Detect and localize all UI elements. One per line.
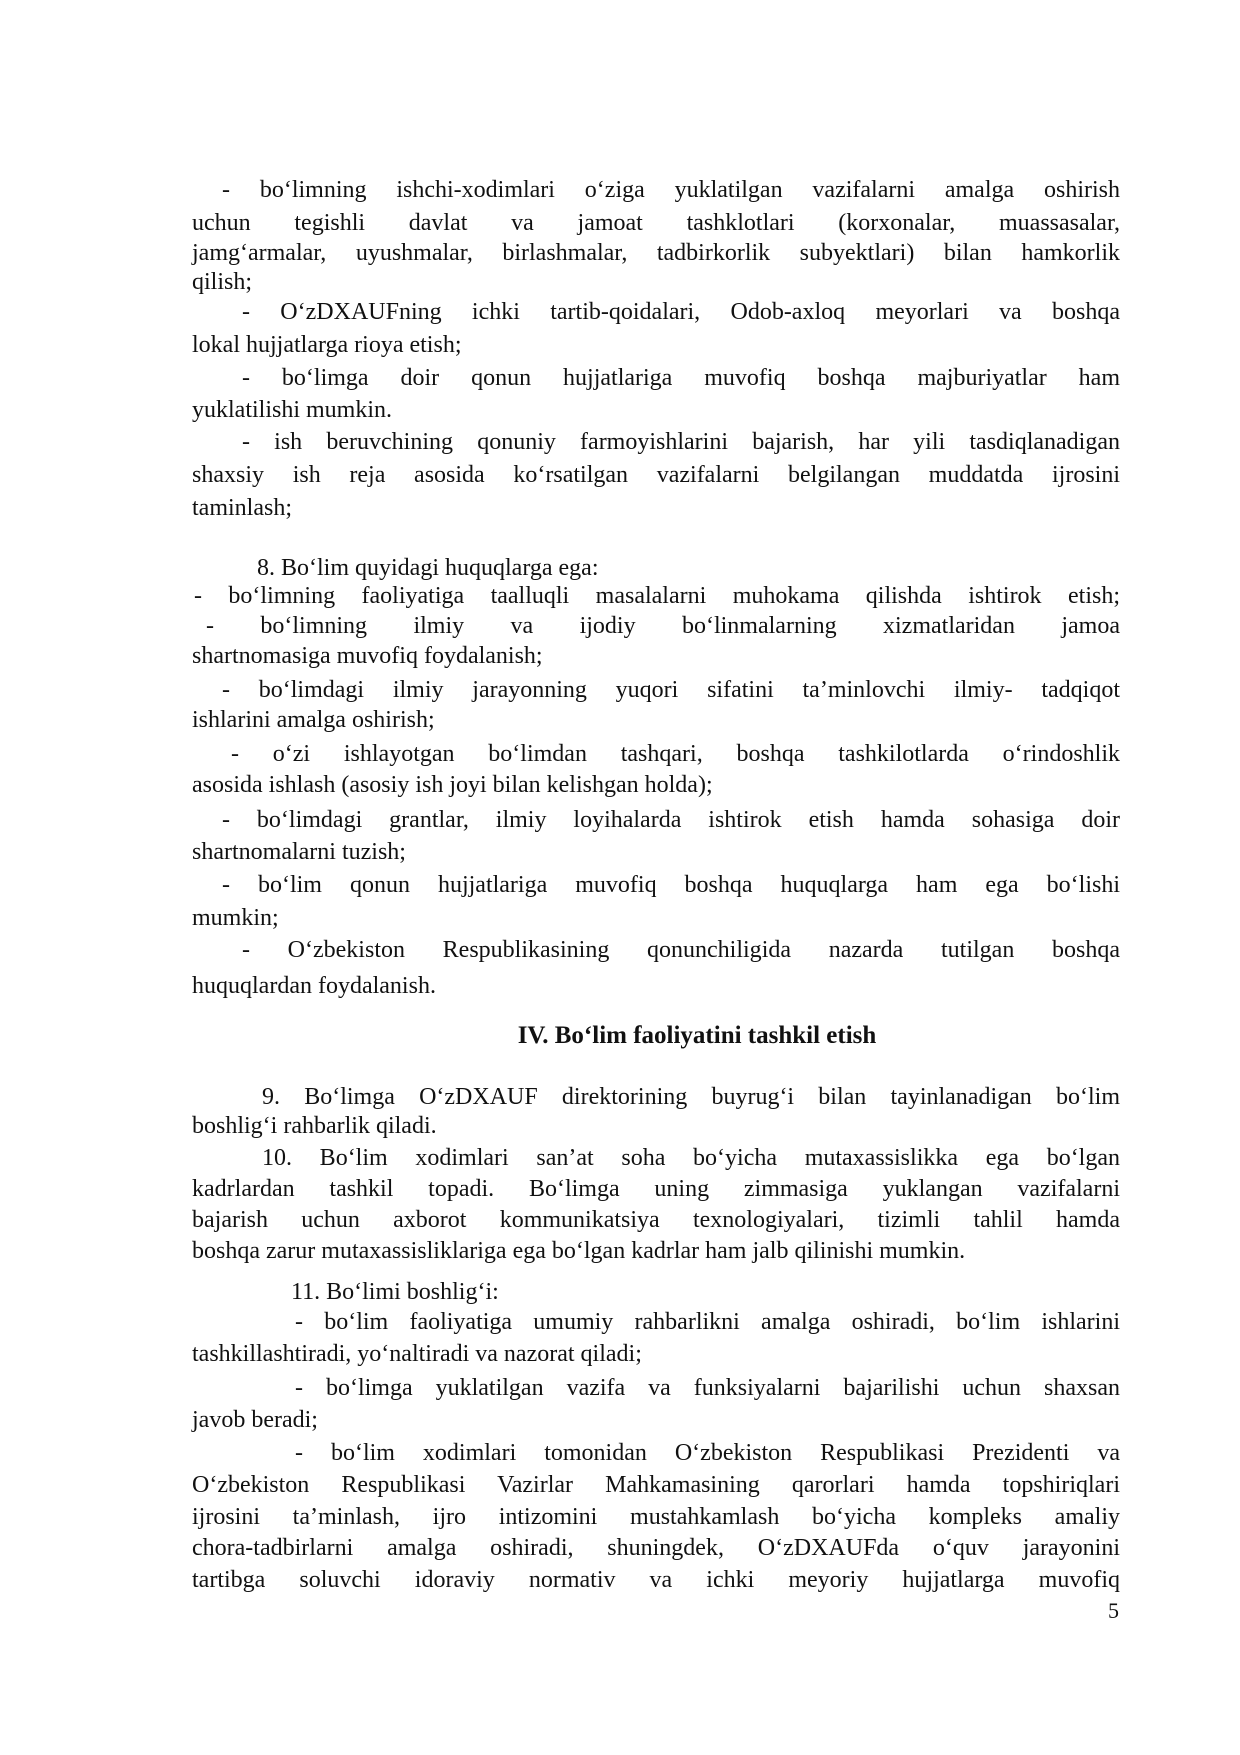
text-line: jamg‘armalar, uyushmalar, birlashmalar, tadbirkorlik subyektlari) bilan hamkorlik [192,240,1120,266]
text-line: yuklatilishi mumkin. [192,397,393,423]
text-line: - bo‘limning ilmiy va ijodiy bo‘linmalarning xizmatlaridan jamoa [206,613,1120,639]
text-line: O‘zbekiston Respublikasi Vazirlar Mahkamasining qarorlari hamda topshiriqlari [192,1472,1120,1498]
text-line: ishlarini amalga oshirish; [192,707,435,733]
text-line: - O‘zbekiston Respublikasining qonunchiligida nazarda tutilgan boshqa [242,937,1120,963]
text-line: - bo‘lim faoliyatiga umumiy rahbarlikni amalga oshiradi, bo‘lim ishlarini [295,1309,1120,1335]
text-line: - bo‘limdagi grantlar, ilmiy loyihalarda ishtirok etish hamda sohasiga doir [222,807,1120,833]
section-heading: IV. Bo‘lim faoliyatini tashkil etish [517,1022,877,1049]
text-line: - bo‘lim qonun hujjatlariga muvofiq boshqa huquqlarga ham ega bo‘lishi [222,872,1120,898]
text-line: ijrosini ta’minlash, ijro intizomini mustahkamlash bo‘yicha kompleks amaliy [192,1504,1120,1530]
text-line: shartnomalarni tuzish; [192,839,406,865]
text-line: - bo‘limga yuklatilgan vazifa va funksiyalarni bajarilishi uchun shaxsan [295,1375,1120,1401]
text-line: tashkillashtiradi, yo‘naltiradi va nazorat qiladi; [192,1341,642,1367]
text-line: - bo‘limning faoliyatiga taalluqli masalalarni muhokama qilishda ishtirok etish; [194,583,1120,609]
text-line: taminlash; [192,495,292,521]
text-line: shaxsiy ish reja asosida ko‘rsatilgan vazifalarni belgilangan muddatda ijrosini [192,462,1120,488]
text-line: 10. Bo‘lim xodimlari san’at soha bo‘yicha mutaxassislikka ega bo‘lgan [262,1145,1120,1171]
text-line: lokal hujjatlarga rioya etish; [192,332,462,358]
text-line: - O‘zDXAUFning ichki tartib-qoidalari, Odob-axloq meyorlari va boshqa [242,299,1120,325]
text-line: - bo‘limning ishchi-xodimlari o‘ziga yuklatilgan vazifalarni amalga oshirish [222,177,1120,203]
text-line: mumkin; [192,905,279,931]
text-line: boshlig‘i rahbarlik qiladi. [192,1113,437,1139]
text-line: - bo‘limga doir qonun hujjatlariga muvofiq boshqa majburiyatlar ham [242,365,1120,391]
page-number: 5 [1108,1598,1119,1623]
text-line: boshqa zarur mutaxassisliklariga ega bo‘lgan kadrlar ham jalb qilinishi mumkin. [192,1238,966,1264]
text-line: 8. Bo‘lim quyidagi huquqlarga ega: [257,555,599,581]
text-line: kadrlardan tashkil topadi. Bo‘limga uning zimmasiga yuklangan vazifalarni [192,1176,1120,1202]
text-line: huquqlardan foydalanish. [192,973,436,999]
text-line: chora-tadbirlarni amalga oshiradi, shuningdek, O‘zDXAUFda o‘quv jarayonini [192,1535,1120,1561]
text-line: 9. Bo‘limga O‘zDXAUF direktorining buyrug‘i bilan tayinlanadigan bo‘lim [262,1084,1120,1110]
text-line: qilish; [192,269,253,295]
text-line: - bo‘lim xodimlari tomonidan O‘zbekiston Respublikasi Prezidenti va [295,1440,1120,1466]
text-line: uchun tegishli davlat va jamoat tashklotlari (korxonalar, muassasalar, [192,210,1120,236]
text-line: tartibga soluvchi idoraviy normativ va ichki meyoriy hujjatlarga muvofiq [192,1567,1120,1593]
text-line: - bo‘limdagi ilmiy jarayonning yuqori sifatini ta’minlovchi ilmiy- tadqiqot [222,677,1120,703]
text-line: bajarish uchun axborot kommunikatsiya texnologiyalari, tizimli tahlil hamda [192,1207,1120,1233]
text-line: javob beradi; [192,1407,318,1433]
text-line: - o‘zi ishlayotgan bo‘limdan tashqari, boshqa tashkilotlarda o‘rindoshlik [231,741,1120,767]
text-line: asosida ishlash (asosiy ish joyi bilan kelishgan holda); [192,772,713,798]
text-line: - ish beruvchining qonuniy farmoyishlarini bajarish, har yili tasdiqlanadigan [242,429,1120,455]
text-line: shartnomasiga muvofiq foydalanish; [192,643,543,669]
text-line: 11. Bo‘limi boshlig‘i: [291,1279,499,1305]
